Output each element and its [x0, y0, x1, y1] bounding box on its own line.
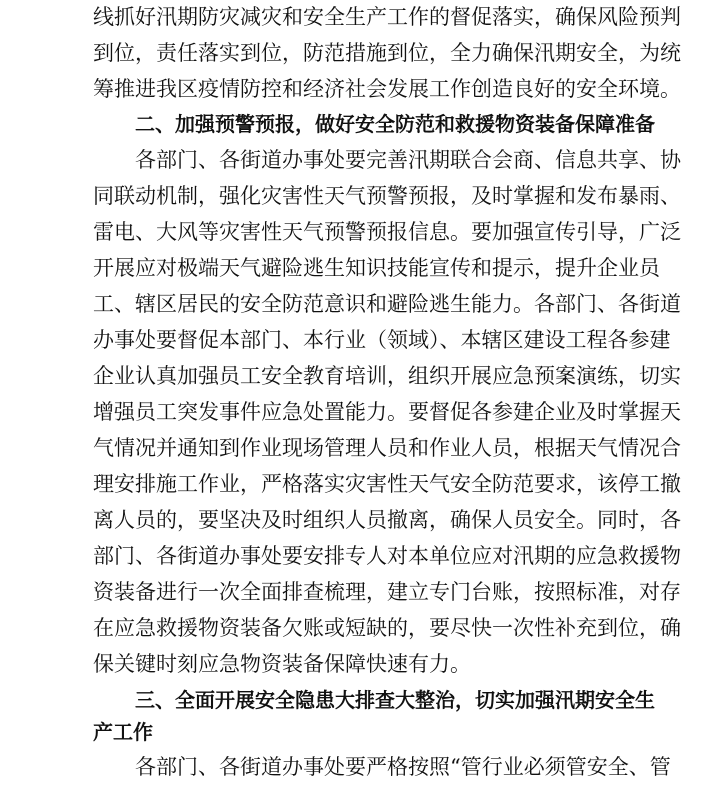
body-line: 开展应对极端天气避险逃生知识技能宣传和提示，提升企业员 — [93, 256, 660, 280]
body-line: 筹推进我区疫情防控和经济社会发展工作创造良好的安全环境。 — [93, 77, 681, 101]
body-line: 离人员的，要坚决及时组织人员撤离，确保人员安全。同时，各 — [93, 508, 681, 532]
section-heading-3-continued: 产工作 — [93, 720, 153, 744]
section-heading-2: 二、加强预警预报，做好安全防范和救援物资装备保障准备 — [135, 112, 655, 136]
body-line: 各部门、各街道办事处要完善汛期联合会商、信息共享、协 — [135, 148, 681, 172]
body-line: 保关键时刻应急物资装备保障快速有力。 — [93, 652, 471, 676]
section-heading-3: 三、全面开展安全隐患大排查大整治，切实加强汛期安全生 — [135, 688, 655, 712]
body-line: 部门、各街道办事处要安排专人对本单位应对汛期的应急救援物 — [93, 544, 681, 568]
body-line: 办事处要督促本部门、本行业（领域）、本辖区建设工程各参建 — [93, 328, 671, 352]
body-line: 气情况并通知到作业现场管理人员和作业人员，根据天气情况合 — [93, 436, 681, 460]
body-line: 同联动机制，强化灾害性天气预警预报，及时掌握和发布暴雨、 — [93, 184, 681, 208]
body-line: 到位，责任落实到位，防范措施到位，全力确保汛期安全，为统 — [93, 41, 681, 65]
body-line: 各部门、各街道办事处要严格按照“管行业必须管安全、管 — [135, 755, 671, 779]
body-line: 资装备进行一次全面排查梳理，建立专门台账，按照标准，对存 — [93, 580, 681, 604]
body-line: 理安排施工作业，严格落实灾害性天气安全防范要求，该停工撤 — [93, 472, 681, 496]
body-line: 工、辖区居民的安全防范意识和避险逃生能力。各部门、各街道 — [93, 292, 681, 316]
body-line: 在应急救援物资装备欠账或短缺的，要尽快一次性补充到位，确 — [93, 616, 681, 640]
body-line: 企业认真加强员工安全教育培训，组织开展应急预案演练，切实 — [93, 364, 681, 388]
body-line: 线抓好汛期防灾减灾和安全生产工作的督促落实，确保风险预判 — [93, 5, 681, 29]
body-line: 雷电、大风等灾害性天气预警预报信息。要加强宣传引导，广泛 — [93, 220, 681, 244]
body-line: 增强员工突发事件应急处置能力。要督促各参建企业及时掌握天 — [93, 400, 681, 424]
